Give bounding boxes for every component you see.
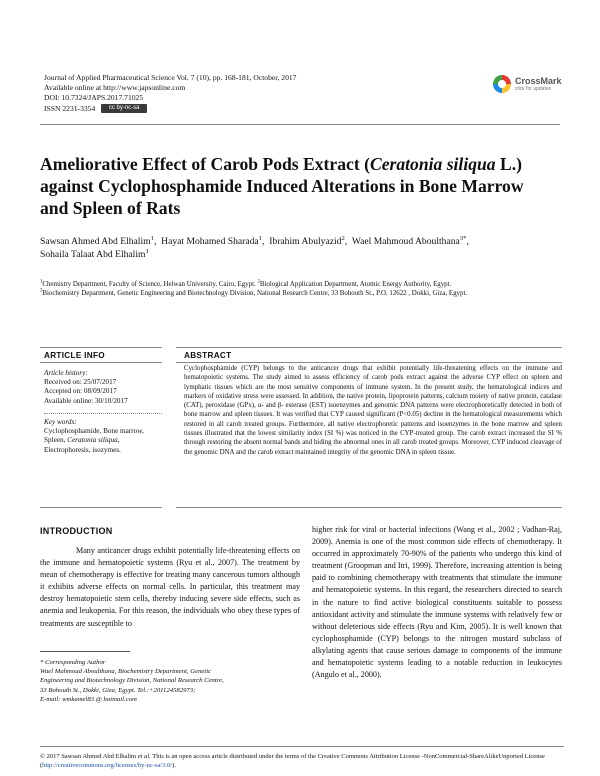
available-date: Available online: 30/10/2017 (44, 396, 128, 405)
accepted-date: Accepted on: 08/09/2017 (44, 387, 117, 396)
abstract-sub-rule (176, 362, 562, 363)
crossmark-icon (493, 75, 511, 93)
info-divider (44, 413, 162, 414)
footer-etal: et al. (137, 753, 151, 760)
affil-mark: 3 (40, 289, 43, 295)
footer-text: ). (172, 762, 176, 769)
footnote-line: 33 Bohouth St., Dokki, Giza, Egypt. Tel.:+201124582973; (40, 686, 196, 694)
author-affil-mark: 2 (341, 234, 345, 242)
author: Ibrahim Abulyazid (269, 236, 342, 247)
crossmark-label: CrossMark (515, 76, 562, 86)
affiliation: Chemistry Department, Faculty of Science, Helwan University, Cairo, Egypt. (42, 281, 258, 288)
title-line-2: against Cyclophosphamide Induced Alterations in Bone Marrow (40, 176, 524, 196)
footer-text: This is an open access article distributed under the terms of the Creative Commons Attribution License -NonCommercial-ShareAlikeUnported License ( (40, 753, 545, 769)
issn: ISSN 2231-3354 (44, 103, 96, 113)
crossmark-sub: click for updates (515, 86, 552, 92)
intro-left-column: Many anticancer drugs exhibit potentially life-threatening effects on the immune and hematopoietic systems (Ryu et al., 2007). The treatment by mean of chemotherapy is effective for treating many cancerous tumors although it exhibits adverse effects on normal cells. In particular, this treatment may destroy hematopoietic stem cells, thereby inducing severe side effects, such as anemia and leukopenia. For this reason, the individuals who obey these types of treatments are susceptible to (40, 546, 300, 628)
title-text: L.) (495, 154, 522, 174)
affil-mark: 1 (40, 279, 43, 285)
article-info-top-rule (40, 347, 162, 348)
article-history (44, 369, 164, 406)
doi[interactable]: DOI: 10.7324/JAPS.2017.71025 (44, 93, 144, 103)
author-affil-mark: 1 (145, 248, 149, 256)
author-affil-mark: 1 (258, 234, 263, 242)
affiliation: Biochemistry Department, Genetic Engineering and Biotechnology Division, National Research Centre, 33 Bohouth St., P.O. 12622 , Dokki, Giza, Egypt. (42, 290, 468, 298)
journal-header (44, 73, 424, 114)
keywords (44, 418, 164, 455)
license-link[interactable]: http://creativecommons.org/licenses/by-nc-sa/3.0/ (42, 762, 173, 769)
received-date: Received on: 25/07/2017 (44, 378, 117, 387)
keywords-text: Cyclophosphamide, Bone marrow, Spleen, (44, 427, 144, 445)
footnote-line: Engineering and Biotechnology Division, National Research Centre, (40, 677, 224, 685)
abstract-text: Cyclophosphamide (CYP) belongs to the anticancer drugs that exhibit potentially life-threatening effects on the immune and hematopoietic systems. The study aimed to assess efficiency of carob pods extract against the adverse CYP effect on spleen and lymphatic tissues which are the most sensitive components of immune system. In the present study, the hematological indices and markers of oxidative stress were assessed. In addition, the native protein, lipoprotein patterns, calcium moiety of native protein, catalase (CAT), peroxidase (GPx), α- and β- esterase (EST) isoenzymes and genomic DNA patterns were electrophoretically detected in both of bone marrow and spleen tissues. It was verified that CYP caused significant (P<0.05) decline in the hematological measurements which restored in all carob treated groups. Furthermore, all native electrophoretic patterns and isoenzymes in the bone marrow and spleen tissues illustrated that the lowest similarity index (SI %) was noticed in the CYP-treated group. The carob extract increased the SI % through restoring the absent normal bands and hiding the abnormal ones in all carob treated groups. Moreover, CYP induced cleavage of the genomic DNA and the carob extract maintained integrity of the genomic DNA in spleen tissue. (184, 365, 562, 456)
paper-title (40, 153, 560, 219)
journal-citation: Journal of Applied Pharmaceutical Science Vol. 7 (10), pp. 168-181, October, 2017 (44, 73, 297, 82)
crossmark-logo[interactable] (493, 73, 577, 97)
affiliation: Biological Application Department, Atomic Energy Authority, Egypt. (259, 281, 452, 288)
author-affil-mark: 3* (459, 234, 467, 242)
introduction-heading: INTRODUCTION (40, 526, 113, 536)
keyword-species: Ceratonia siliqua (67, 436, 118, 445)
affiliations (40, 280, 560, 299)
footnote-rule (40, 651, 130, 652)
issn-line (44, 104, 424, 114)
author: Sohaila Talaat Abd Elhalim (40, 249, 146, 261)
keywords-label: Key words: (44, 418, 77, 426)
keywords-text: , Electrophoresis, isozymes. (44, 436, 121, 454)
title-line-3: and Spleen of Rats (40, 198, 181, 218)
article-info-bottom-rule (40, 507, 162, 508)
footnote-line: Wael Mahmoud Aboulthana, Biochemistry Department, Genetic (40, 668, 212, 676)
author-affil-mark: 1 (150, 234, 154, 242)
footnote-line: * Corresponding Author (40, 659, 106, 666)
article-info-sub-rule (40, 362, 162, 363)
title-species: Ceratonia siliqua (369, 154, 496, 174)
header-divider (40, 124, 560, 125)
abstract-bottom-rule (176, 507, 562, 508)
cc-license-badge[interactable]: cc by-nc-sa (101, 104, 147, 113)
history-label: Article history: (44, 369, 88, 377)
journal-url-line[interactable]: Available online at http://www.japsonline.com (44, 83, 186, 93)
footer-rule (40, 746, 564, 747)
author: Hayat Mohamed Sharada (161, 236, 259, 247)
article-info-heading: ARTICLE INFO (44, 351, 105, 360)
footnote-email[interactable]: E-mail: wmkamel83 @ hotmail.com (40, 695, 137, 703)
title-text: Ameliorative Effect of Carob Pods Extract ( (40, 154, 370, 174)
abstract-heading: ABSTRACT (184, 351, 232, 360)
abstract-top-rule (176, 347, 562, 348)
author: Sawsan Ahmed Abd Elhalim (40, 236, 151, 247)
intro-right-column: higher risk for viral or bacterial infections (Wang et al., 2002 ; Vadhan-Raj, 2009). Anemia is one of the most common side effects of chemotherapy. It occurred in approximately 70-90% of the patients who undergo this kind of treatment (Groopman and Itri, 1999). Therefore, increasing attention is being paid to combining chemotherapy with treatments that stimulate the immune and hematopoietic systems. In this regard, the researchers directed to search in the nature to find active biological constituents suitable to possess antioxidant activity and stimulate the immune systems with relatively few or without deleterious side effects (Ryu and Kim, 2005). It is well known that cyclophosphamide (CYP) belongs to the nitrogen mustard subclass of alkylating agents that cause serious damage to components of the immune and hematopoietic systems leading to a notable reduction in leukocytes (Angulo et al., 2000). (312, 525, 562, 680)
corresponding-author-note (40, 658, 300, 704)
author: Wael Mahmoud Aboulthana (351, 236, 460, 247)
author-list: Sawsan Ahmed Abd Elhalim$^1$, Hayat Mohamed Sharada$^1$, Ibrahim Abulyazid$^2$, Wael Mahmoud Aboulthana$^{3*}$, Sohaila Talaat Abd Elhalim$^1$ (40, 234, 469, 261)
affil-mark: 2 (257, 279, 260, 285)
copyright-footer (40, 752, 564, 770)
footer-text: © 2017 Sawsan Ahmed Abd Elhalim (40, 753, 138, 760)
